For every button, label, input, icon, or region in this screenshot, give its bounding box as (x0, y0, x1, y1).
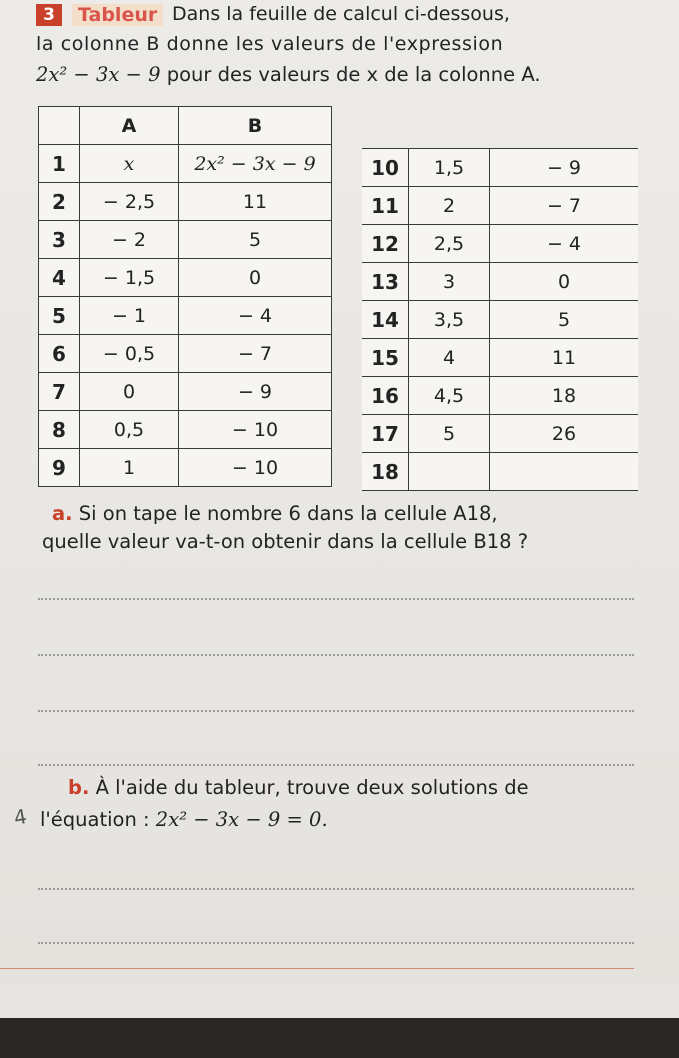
answer-line (38, 764, 634, 766)
table-row (39, 411, 332, 449)
cell-b: 5 (490, 301, 639, 339)
row-number: 6 (39, 335, 80, 373)
row-number: 7 (39, 373, 80, 411)
cell-b: 18 (490, 377, 639, 415)
row-number: 14 (362, 301, 409, 339)
cell-b: − 7 (179, 335, 332, 373)
table-row (39, 449, 332, 487)
intro-line-1: Dans la feuille de calcul ci-dessous, (172, 3, 510, 25)
table-row (362, 149, 638, 187)
question-a-text: Si on tape le nombre 6 dans la cellule A18, (78, 502, 498, 525)
exercise-number: 3 (36, 4, 62, 26)
cell-a: x (80, 145, 179, 183)
row-number: 15 (362, 339, 409, 377)
cell-a: 2,5 (409, 225, 490, 263)
table-row (39, 335, 332, 373)
cell-a: 4,5 (409, 377, 490, 415)
table-row (39, 259, 332, 297)
row-number: 2 (39, 183, 80, 221)
question-b-equation: 2x² − 3x − 9 = 0. (155, 808, 328, 831)
cell-b: − 4 (490, 225, 639, 263)
row-number: 5 (39, 297, 80, 335)
spreadsheet-table-left (38, 106, 332, 487)
cell-a: 1,5 (409, 149, 490, 187)
cell-b: 0 (179, 259, 332, 297)
table-row (362, 187, 638, 225)
question-a-label: a. (52, 502, 73, 525)
question-b-line-2 (40, 808, 328, 831)
header-column-a: A (80, 107, 179, 145)
cell-a: 0,5 (80, 411, 179, 449)
cell-b: 0 (490, 263, 639, 301)
table-row (362, 339, 638, 377)
answer-line (38, 888, 634, 890)
intro-line-3 (36, 63, 541, 86)
table-row (39, 221, 332, 259)
cell-b: 11 (490, 339, 639, 377)
question-b-equation-label: l'équation : (40, 808, 150, 831)
cell-a: 3 (409, 263, 490, 301)
cell-a: − 2 (80, 221, 179, 259)
cell-a: − 2,5 (80, 183, 179, 221)
table-row (362, 225, 638, 263)
table-row (39, 145, 332, 183)
cell-b: − 4 (179, 297, 332, 335)
table-row (362, 453, 638, 491)
cell-a: − 1,5 (80, 259, 179, 297)
row-number: 10 (362, 149, 409, 187)
exercise-tag: Tableur (72, 4, 163, 26)
table-row (362, 415, 638, 453)
answer-line (38, 598, 634, 600)
header-corner (39, 107, 80, 145)
spreadsheet-table-right (362, 148, 638, 491)
cell-b: 2x² − 3x − 9 (179, 145, 332, 183)
table-row (39, 297, 332, 335)
question-b-label: b. (68, 776, 90, 799)
row-number: 13 (362, 263, 409, 301)
row-number: 18 (362, 453, 409, 491)
cell-b18 (490, 453, 639, 491)
cell-b: − 10 (179, 411, 332, 449)
intro-line-3-text: pour des valeurs de x de la colonne A. (166, 63, 541, 86)
question-a-line-1 (52, 502, 498, 525)
row-number: 16 (362, 377, 409, 415)
question-b-line-1 (68, 776, 529, 799)
cell-b: 26 (490, 415, 639, 453)
row-number: 9 (39, 449, 80, 487)
question-b-text: À l'aide du tableur, trouve deux solutions de (95, 776, 529, 799)
cell-a18 (409, 453, 490, 491)
background-strip (0, 1018, 679, 1058)
answer-line (38, 942, 634, 944)
intro-line-2: la colonne B donne les valeurs de l'expression (36, 33, 504, 55)
intro-expression: 2x² − 3x − 9 (36, 63, 161, 86)
cell-b: 11 (179, 183, 332, 221)
row-number: 12 (362, 225, 409, 263)
cell-a: 2 (409, 187, 490, 225)
table-row (39, 373, 332, 411)
header-column-b: B (179, 107, 332, 145)
row-number: 4 (39, 259, 80, 297)
cell-b: − 7 (490, 187, 639, 225)
cell-a: − 0,5 (80, 335, 179, 373)
cell-a: 1 (80, 449, 179, 487)
row-number: 17 (362, 415, 409, 453)
row-number: 8 (39, 411, 80, 449)
footer-divider (0, 968, 634, 969)
cell-a: 5 (409, 415, 490, 453)
question-a-line-2: quelle valeur va-t-on obtenir dans la cellule B18 ? (42, 530, 529, 553)
cell-b: 5 (179, 221, 332, 259)
handwritten-mark: 4 (12, 804, 29, 830)
cell-b: − 9 (490, 149, 639, 187)
cell-a: 4 (409, 339, 490, 377)
answer-line (38, 710, 634, 712)
cell-a: 0 (80, 373, 179, 411)
table-row (362, 377, 638, 415)
table-row (39, 183, 332, 221)
table-row (362, 301, 638, 339)
row-number: 3 (39, 221, 80, 259)
cell-b: − 10 (179, 449, 332, 487)
row-number: 11 (362, 187, 409, 225)
cell-a: 3,5 (409, 301, 490, 339)
answer-line (38, 654, 634, 656)
table-row (362, 263, 638, 301)
cell-b: − 9 (179, 373, 332, 411)
table-header-row (39, 107, 332, 145)
cell-a: − 1 (80, 297, 179, 335)
page-edge (0, 984, 679, 1018)
row-number: 1 (39, 145, 80, 183)
